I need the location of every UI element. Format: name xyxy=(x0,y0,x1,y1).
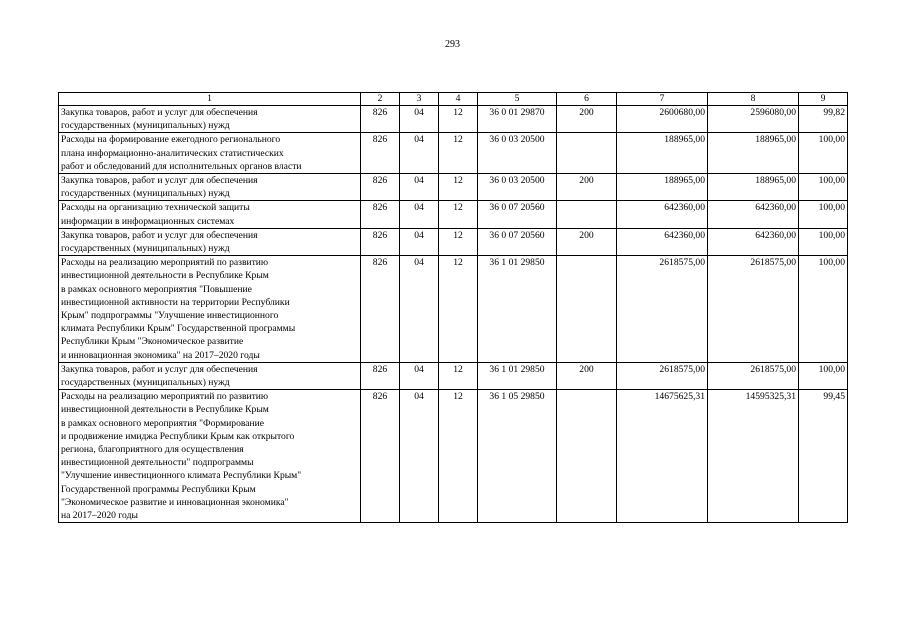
execution-percent-cell: 99,82 xyxy=(799,106,848,133)
execution-percent-cell: 100,00 xyxy=(799,228,848,255)
razdel-cell: 04 xyxy=(400,228,439,255)
description-line: Республики Крым "Экономическое развитие xyxy=(61,336,244,348)
executed-amount-cell: 2618575,00 xyxy=(708,362,799,389)
table-row xyxy=(59,256,848,363)
glava-cell: 826 xyxy=(361,390,400,523)
table-row xyxy=(59,390,848,523)
glava-cell: 826 xyxy=(361,256,400,363)
executed-amount-cell: 2596080,00 xyxy=(708,106,799,133)
description-line: государственных (муниципальных) нужд xyxy=(61,120,230,132)
description-line: Расходы на реализацию мероприятий по развитию xyxy=(61,391,269,403)
column-header-1: 1 xyxy=(59,93,361,106)
expense-type-cell xyxy=(557,133,617,174)
page-number: 293 xyxy=(445,39,460,50)
description-line: инвестиционной деятельности в Республике Крым xyxy=(61,270,269,282)
description-line: плана информационно-аналитических статистических xyxy=(61,147,284,159)
column-header-9: 9 xyxy=(799,93,848,106)
description-line: Расходы на формирование ежегодного регионального xyxy=(61,134,281,146)
description-line: инвестиционной активности на территории Республики xyxy=(61,296,290,308)
execution-percent-cell: 100,00 xyxy=(799,362,848,389)
description-cell xyxy=(59,201,361,228)
glava-cell: 826 xyxy=(361,174,400,201)
table-row xyxy=(59,362,848,389)
razdel-cell: 04 xyxy=(400,174,439,201)
podrazdel-cell: 12 xyxy=(439,228,478,255)
table-row xyxy=(59,133,848,174)
target-article-cell: 36 0 01 29870 xyxy=(478,106,557,133)
planned-amount-cell: 14675625,31 xyxy=(617,390,708,523)
executed-amount-cell: 642360,00 xyxy=(708,201,799,228)
executed-amount-cell: 188965,00 xyxy=(708,133,799,174)
description-line: Государственной программы Республики Крым xyxy=(61,483,256,495)
executed-amount-cell: 2618575,00 xyxy=(708,256,799,363)
target-article-cell: 36 0 07 20560 xyxy=(478,228,557,255)
table-body xyxy=(59,106,848,523)
planned-amount-cell: 642360,00 xyxy=(617,201,708,228)
executed-amount-cell: 642360,00 xyxy=(708,228,799,255)
podrazdel-cell: 12 xyxy=(439,362,478,389)
planned-amount-cell: 642360,00 xyxy=(617,228,708,255)
description-line: "Экономическое развитие и инновационная экономика" xyxy=(61,496,289,508)
razdel-cell: 04 xyxy=(400,362,439,389)
description-cell xyxy=(59,106,361,133)
description-cell xyxy=(59,133,361,174)
target-article-cell: 36 0 03 20500 xyxy=(478,174,557,201)
target-article-cell: 36 0 07 20560 xyxy=(478,201,557,228)
description-line: "Улучшение инвестиционного климата Республики Крым" xyxy=(61,470,302,482)
description-cell xyxy=(59,390,361,523)
column-header-8: 8 xyxy=(708,93,799,106)
column-header-6: 6 xyxy=(557,93,617,106)
glava-cell: 826 xyxy=(361,133,400,174)
expense-type-cell: 200 xyxy=(557,106,617,133)
table-row xyxy=(59,228,848,255)
executed-amount-cell: 14595325,31 xyxy=(708,390,799,523)
execution-percent-cell: 99,45 xyxy=(799,390,848,523)
executed-amount-cell: 188965,00 xyxy=(708,174,799,201)
description-line: Закупка товаров, работ и услуг для обеспечения xyxy=(61,175,258,187)
target-article-cell: 36 0 03 20500 xyxy=(478,133,557,174)
razdel-cell: 04 xyxy=(400,133,439,174)
column-header-2: 2 xyxy=(361,93,400,106)
description-line: инвестиционной деятельности в Республике Крым xyxy=(61,404,269,416)
razdel-cell: 04 xyxy=(400,201,439,228)
description-line: Расходы на организацию технической защиты xyxy=(61,202,250,214)
razdel-cell: 04 xyxy=(400,390,439,523)
target-article-cell: 36 1 01 29850 xyxy=(478,362,557,389)
expense-type-cell: 200 xyxy=(557,362,617,389)
razdel-cell: 04 xyxy=(400,106,439,133)
column-header-3: 3 xyxy=(400,93,439,106)
glava-cell: 826 xyxy=(361,362,400,389)
description-line: Закупка товаров, работ и услуг для обеспечения xyxy=(61,229,258,241)
description-line: региона, благоприятного для осуществления xyxy=(61,444,244,456)
podrazdel-cell: 12 xyxy=(439,133,478,174)
column-header-4: 4 xyxy=(439,93,478,106)
description-line: и инновационная экономика" на 2017–2020 годы xyxy=(61,349,260,361)
podrazdel-cell: 12 xyxy=(439,174,478,201)
description-line: в рамках основного мероприятия "Повышение xyxy=(61,283,252,295)
execution-percent-cell: 100,00 xyxy=(799,174,848,201)
description-line: работ и обследований для исполнительных органов власти xyxy=(61,160,302,172)
planned-amount-cell: 2618575,00 xyxy=(617,362,708,389)
description-line: инвестиционной деятельности" подпрограммы xyxy=(61,457,254,469)
expense-type-cell xyxy=(557,256,617,363)
table-row xyxy=(59,201,848,228)
planned-amount-cell: 2618575,00 xyxy=(617,256,708,363)
column-header-7: 7 xyxy=(617,93,708,106)
description-line: Крым" подпрограммы "Улучшение инвестиционного xyxy=(61,310,279,322)
description-line: и продвижение имиджа Республики Крым как открытого xyxy=(61,430,295,442)
expense-type-cell xyxy=(557,201,617,228)
header-row xyxy=(59,93,848,106)
description-line: государственных (муниципальных) нужд xyxy=(61,243,230,255)
description-line: Расходы на реализацию мероприятий по развитию xyxy=(61,257,269,269)
description-line: климата Республики Крым" Государственной программы xyxy=(61,323,296,335)
planned-amount-cell: 188965,00 xyxy=(617,133,708,174)
table-row xyxy=(59,106,848,133)
expense-type-cell: 200 xyxy=(557,174,617,201)
podrazdel-cell: 12 xyxy=(439,201,478,228)
expense-type-cell xyxy=(557,390,617,523)
description-line: в рамках основного мероприятия "Формирование xyxy=(61,417,265,429)
description-line: государственных (муниципальных) нужд xyxy=(61,188,230,200)
podrazdel-cell: 12 xyxy=(439,106,478,133)
target-article-cell: 36 1 01 29850 xyxy=(478,256,557,363)
glava-cell: 826 xyxy=(361,106,400,133)
execution-percent-cell: 100,00 xyxy=(799,201,848,228)
execution-percent-cell: 100,00 xyxy=(799,256,848,363)
planned-amount-cell: 2600680,00 xyxy=(617,106,708,133)
description-line: Закупка товаров, работ и услуг для обеспечения xyxy=(61,107,258,118)
execution-percent-cell: 100,00 xyxy=(799,133,848,174)
target-article-cell: 36 1 05 29850 xyxy=(478,390,557,523)
table-row xyxy=(59,174,848,201)
description-cell xyxy=(59,228,361,255)
planned-amount-cell: 188965,00 xyxy=(617,174,708,201)
description-cell xyxy=(59,174,361,201)
description-line: на 2017–2020 годы xyxy=(61,510,138,522)
razdel-cell: 04 xyxy=(400,256,439,363)
glava-cell: 826 xyxy=(361,201,400,228)
description-cell xyxy=(59,256,361,363)
description-line: государственных (муниципальных) нужд xyxy=(61,377,230,389)
expense-type-cell: 200 xyxy=(557,228,617,255)
podrazdel-cell: 12 xyxy=(439,390,478,523)
description-line: Закупка товаров, работ и услуг для обеспечения xyxy=(61,363,258,375)
podrazdel-cell: 12 xyxy=(439,256,478,363)
description-line: информации в информационных системах xyxy=(61,215,235,227)
description-cell xyxy=(59,362,361,389)
glava-cell: 826 xyxy=(361,228,400,255)
column-header-5: 5 xyxy=(478,93,557,106)
budget-table xyxy=(58,92,848,523)
